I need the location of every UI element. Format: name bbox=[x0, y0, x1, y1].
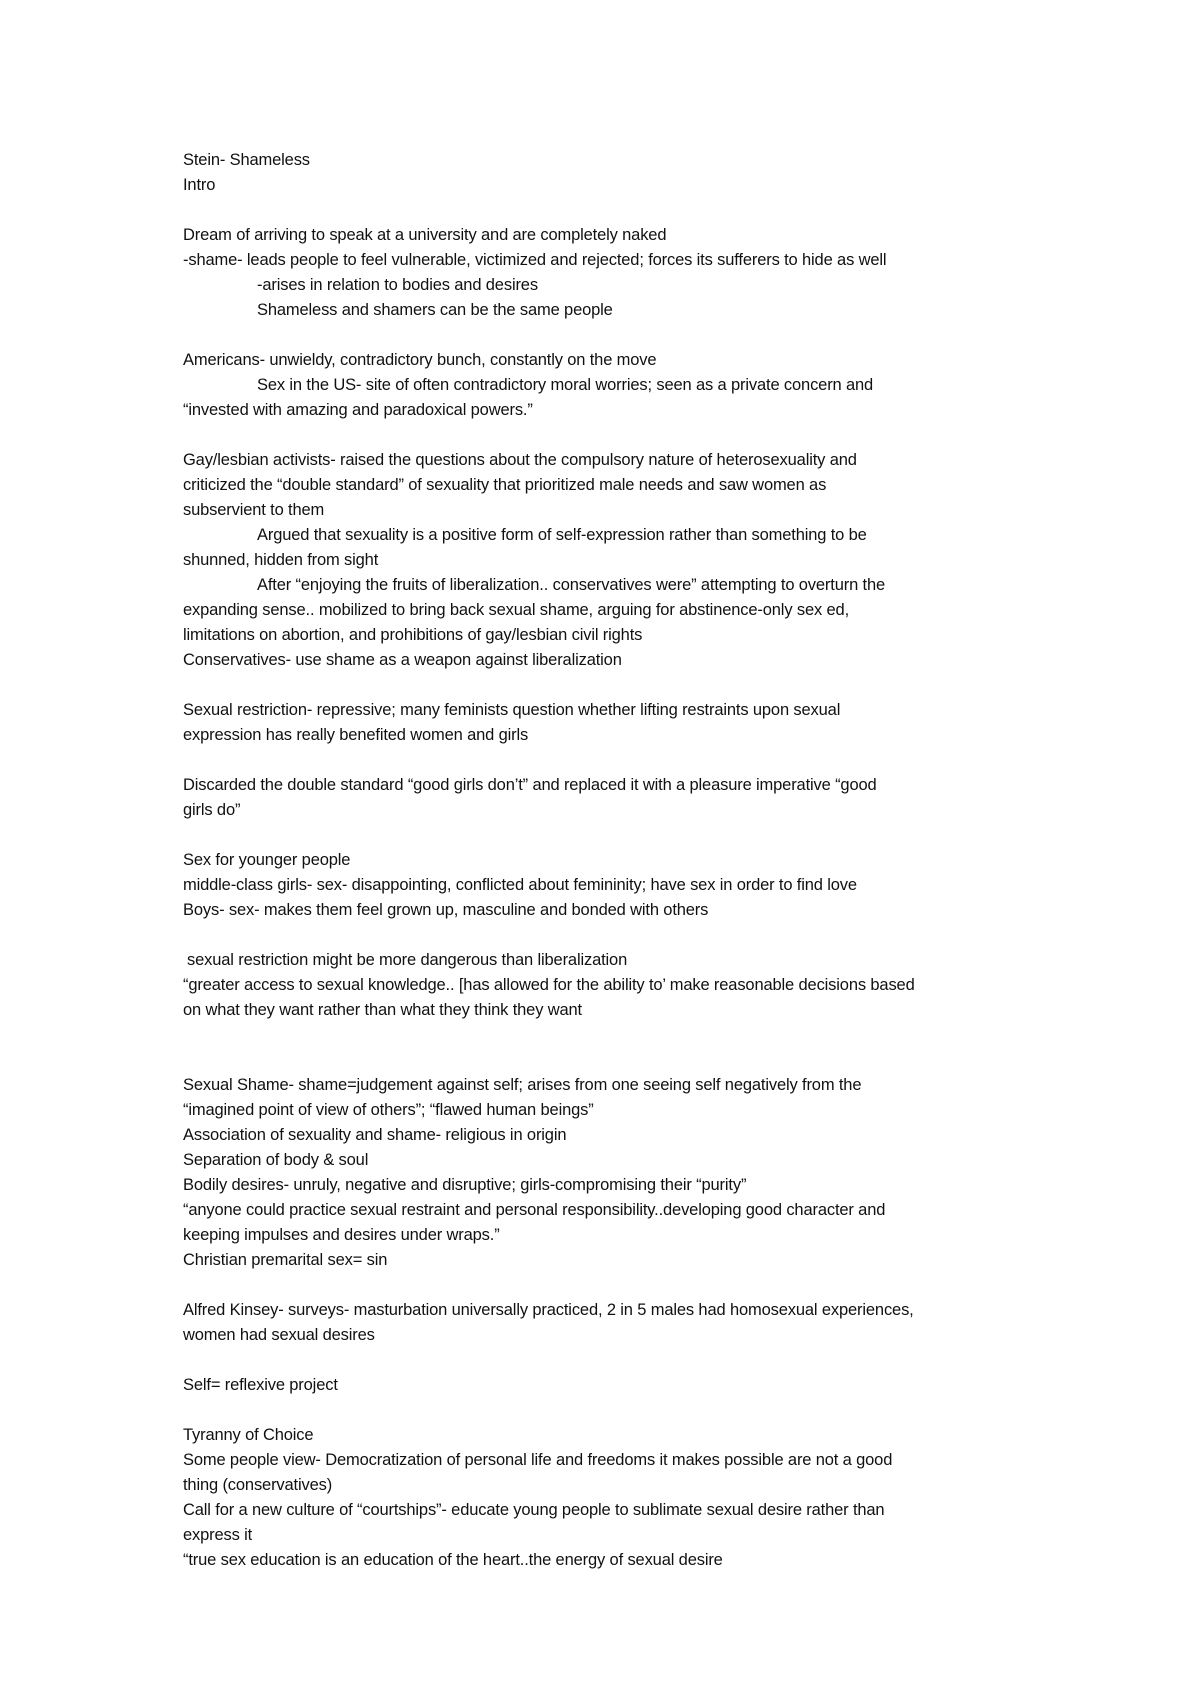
text-line: on what they want rather than what they think they want bbox=[183, 1001, 582, 1019]
text-line: Association of sexuality and shame- religious in origin bbox=[183, 1126, 567, 1144]
text-line: keeping impulses and desires under wraps.” bbox=[183, 1226, 500, 1244]
text-line: Call for a new culture of “courtships”- educate young people to sublimate sexual desire rather than bbox=[183, 1501, 885, 1519]
blank-line bbox=[183, 748, 1043, 773]
text-line: limitations on abortion, and prohibitions of gay/lesbian civil rights bbox=[183, 626, 643, 644]
text-line: shunned, hidden from sight bbox=[183, 551, 379, 569]
text-line: “anyone could practice sexual restraint and personal responsibility..developing good character and bbox=[183, 1201, 886, 1219]
text-line: Sex for younger people bbox=[183, 851, 351, 869]
text-line: “invested with amazing and paradoxical powers.” bbox=[183, 401, 533, 419]
text-line: Separation of body & soul bbox=[183, 1151, 369, 1169]
indented-text-line: After “enjoying the fruits of liberalization.. conservatives were” attempting to overturn the bbox=[257, 576, 886, 594]
blank-line bbox=[183, 1348, 1043, 1373]
section-heading: Tyranny of Choice bbox=[183, 1426, 314, 1444]
text-line: Americans- unwieldy, contradictory bunch, constantly on the move bbox=[183, 351, 657, 369]
text-line: “greater access to sexual knowledge.. [has allowed for the ability to’ make reasonable decisions based bbox=[183, 976, 915, 994]
text-line: Alfred Kinsey- surveys- masturbation universally practiced, 2 in 5 males had homosexual experiences, bbox=[183, 1301, 914, 1319]
blank-line bbox=[183, 423, 1043, 448]
text-line: Sexual restriction- repressive; many feminists question whether lifting restraints upon sexual bbox=[183, 701, 841, 719]
blank-line bbox=[183, 923, 1043, 948]
text-line: Bodily desires- unruly, negative and disruptive; girls-compromising their “purity” bbox=[183, 1176, 747, 1194]
indented-text-line: Sex in the US- site of often contradictory moral worries; seen as a private concern and bbox=[257, 376, 874, 394]
text-line: Boys- sex- makes them feel grown up, masculine and bonded with others bbox=[183, 901, 709, 919]
text-line: Gay/lesbian activists- raised the questions about the compulsory nature of heterosexuality and bbox=[183, 451, 857, 469]
text-line: criticized the “double standard” of sexuality that prioritized male needs and saw women as bbox=[183, 476, 827, 494]
text-line: Some people view- Democratization of personal life and freedoms it makes possible are not a good bbox=[183, 1451, 893, 1469]
text-line: thing (conservatives) bbox=[183, 1476, 333, 1494]
section-heading-intro: Intro bbox=[183, 176, 216, 194]
text-line: sexual restriction might be more dangerous than liberalization bbox=[187, 951, 628, 969]
text-line: women had sexual desires bbox=[183, 1326, 375, 1344]
text-line: -shame- leads people to feel vulnerable, victimized and rejected; forces its sufferers to hide as well bbox=[183, 251, 887, 269]
blank-line bbox=[183, 823, 1043, 848]
text-line: “imagined point of view of others”; “flawed human beings” bbox=[183, 1101, 594, 1119]
text-line: Discarded the double standard “good girls don’t” and replaced it with a pleasure imperative “good bbox=[183, 776, 877, 794]
text-line: middle-class girls- sex- disappointing, conflicted about femininity; have sex in order to find love bbox=[183, 876, 857, 894]
blank-line bbox=[183, 1023, 1043, 1073]
blank-line bbox=[183, 323, 1043, 348]
text-line: expanding sense.. mobilized to bring back sexual shame, arguing for abstinence-only sex ed, bbox=[183, 601, 850, 619]
text-line: Dream of arriving to speak at a university and are completely naked bbox=[183, 226, 667, 244]
indented-text-line: Shameless and shamers can be the same people bbox=[257, 301, 613, 319]
document-title: Stein- Shameless bbox=[183, 151, 310, 169]
text-line: subservient to them bbox=[183, 501, 325, 519]
text-line: Christian premarital sex= sin bbox=[183, 1251, 388, 1269]
blank-line bbox=[183, 673, 1043, 698]
blank-line bbox=[183, 1398, 1043, 1423]
document-page bbox=[183, 148, 1043, 1573]
text-line: express it bbox=[183, 1526, 253, 1544]
indented-text-line: -arises in relation to bodies and desires bbox=[257, 276, 538, 294]
text-line: girls do” bbox=[183, 801, 241, 819]
indented-text-line: Argued that sexuality is a positive form of self-expression rather than something to be bbox=[257, 526, 867, 544]
text-line: Conservatives- use shame as a weapon against liberalization bbox=[183, 651, 622, 669]
text-line: Self= reflexive project bbox=[183, 1376, 338, 1394]
text-line: Sexual Shame- shame=judgement against self; arises from one seeing self negatively from the bbox=[183, 1076, 862, 1094]
blank-line bbox=[183, 198, 1043, 223]
blank-line bbox=[183, 1273, 1043, 1298]
text-line: expression has really benefited women and girls bbox=[183, 726, 529, 744]
text-line: “true sex education is an education of the heart..the energy of sexual desire bbox=[183, 1551, 723, 1569]
